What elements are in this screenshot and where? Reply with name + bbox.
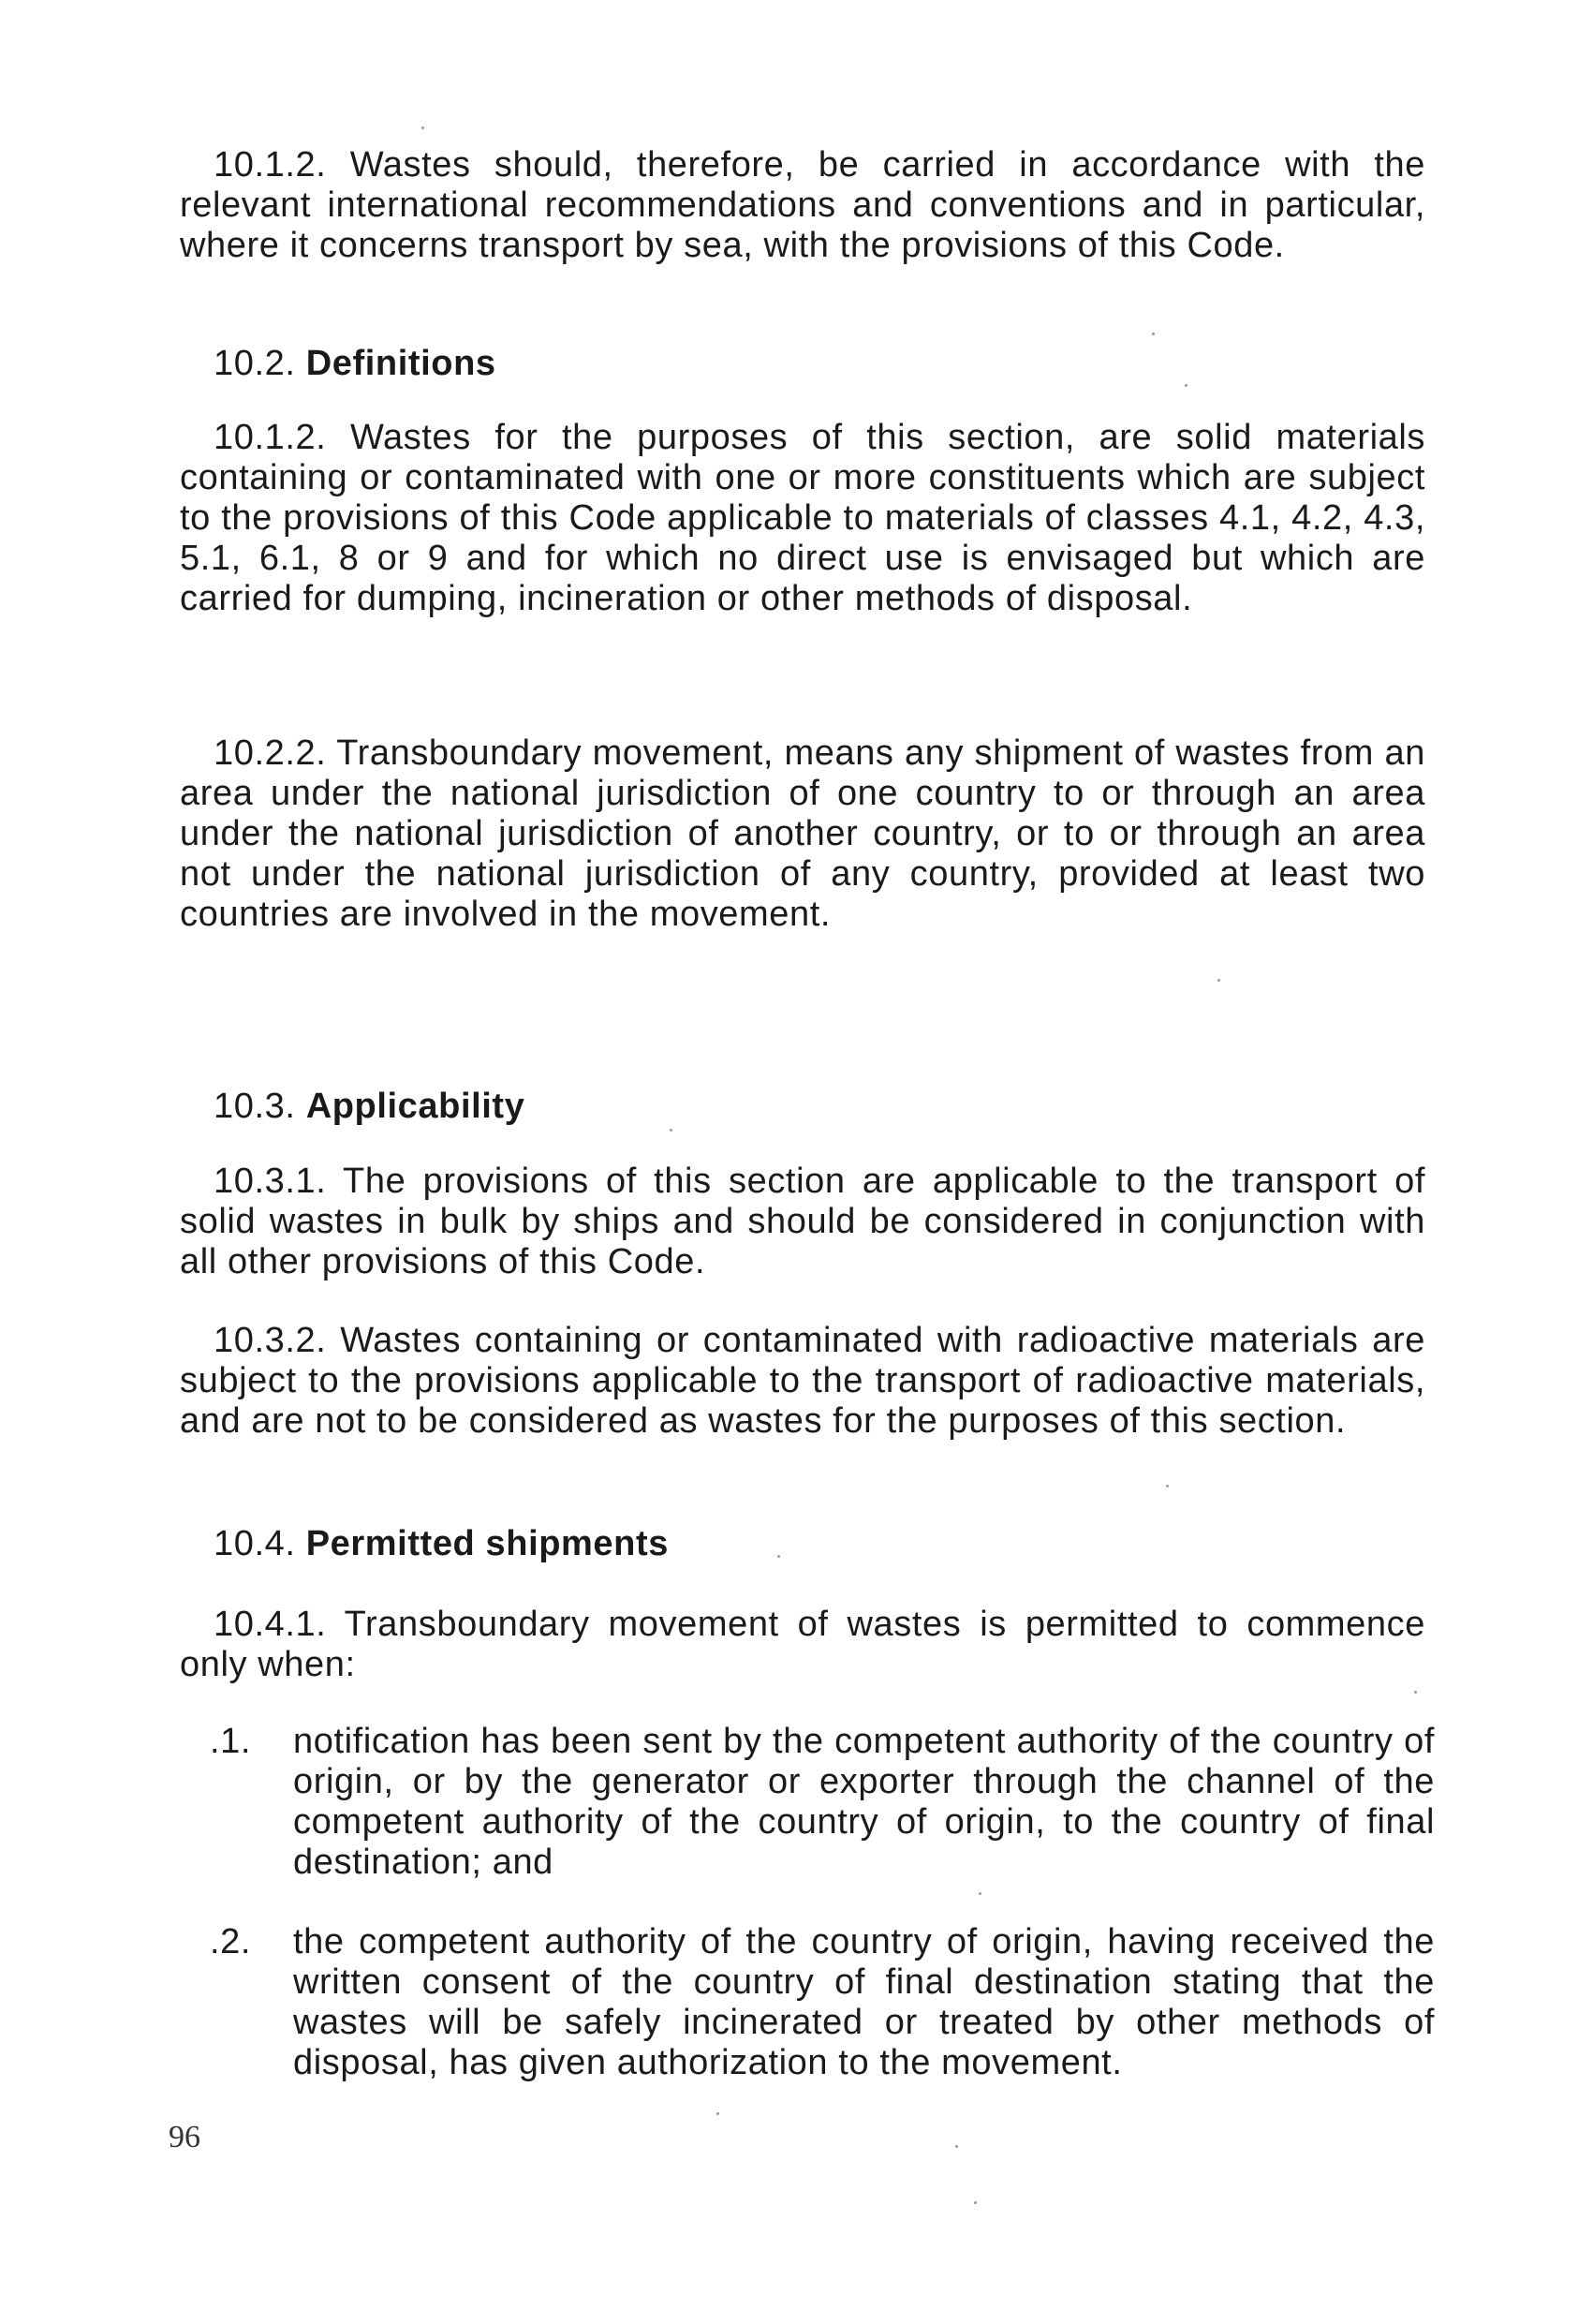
paragraph-text: Transboundary movement, means any shipment of wastes from an area under the national jurisdiction of one country to or through an area under the national jurisdiction of another country, or to or through an area not under the national jurisdiction of any country, provided at least two countries are involved in the movement. bbox=[180, 733, 1425, 934]
heading-title: Definitions bbox=[305, 344, 496, 383]
section-heading-permitted-shipments bbox=[214, 1524, 669, 1564]
paragraph-number: 10.3.2. bbox=[214, 1321, 327, 1360]
section-heading-applicability bbox=[214, 1087, 524, 1127]
heading-number: 10.3. bbox=[214, 1087, 296, 1126]
paragraph-text: Wastes for the purposes of this section, are solid materials containing or contaminated with one or more constituents which are subject to the provisions of this Code applicable to materials of classes 4.1, 4.2, 4.3, 5.1, 6.1, 8 or 9 and for which no direct use is envisaged but which are carried for dumping, incineration or other methods of disposal. bbox=[180, 418, 1425, 618]
paragraph-text: Wastes containing or contaminated with radioactive materials are subject to the provisions applicable to the transport of radioactive materials, and are not to be considered as wastes for the purposes of this section. bbox=[180, 1321, 1425, 1441]
scan-speck bbox=[670, 1129, 672, 1132]
scan-speck bbox=[1152, 333, 1155, 335]
paragraph-transboundary-movement bbox=[180, 733, 1425, 935]
paragraph-number: 10.4.1. bbox=[214, 1605, 327, 1644]
paragraph-10-3-1 bbox=[180, 1162, 1425, 1282]
paragraph-10-4-1 bbox=[180, 1605, 1425, 1685]
section-heading-definitions bbox=[214, 344, 496, 384]
scan-speck bbox=[1217, 979, 1220, 982]
paragraph-10-3-2 bbox=[180, 1321, 1425, 1442]
paragraph-number: 10.2.2. bbox=[214, 733, 327, 773]
paragraph-wastes-definition bbox=[180, 418, 1425, 619]
paragraph-text: Transboundary movement of wastes is permitted to commence only when: bbox=[180, 1605, 1425, 1684]
scan-speck bbox=[1185, 384, 1187, 387]
scan-speck bbox=[979, 1892, 981, 1895]
scan-speck bbox=[1166, 1485, 1169, 1488]
heading-number: 10.2. bbox=[214, 344, 296, 383]
heading-title: Applicability bbox=[305, 1087, 525, 1126]
list-marker: .1. bbox=[210, 1722, 252, 1761]
heading-number: 10.4. bbox=[214, 1524, 296, 1563]
paragraph-10-1-2-carriage bbox=[180, 145, 1425, 266]
paragraph-number: 10.1.2. bbox=[214, 418, 327, 457]
heading-title: Permitted shipments bbox=[305, 1524, 669, 1563]
scan-speck bbox=[1414, 1691, 1417, 1694]
scan-speck bbox=[716, 2112, 719, 2115]
list-marker: .2. bbox=[210, 1922, 252, 1961]
scan-speck bbox=[777, 1555, 780, 1558]
list-item-text: the competent authority of the country of origin, having received the written consent of the country of final destination stating that the wastes will be safely incinerated or treated by other methods of disposal, has given authorization to the movement. bbox=[293, 1922, 1435, 2082]
paragraph-number: 10.3.1. bbox=[214, 1162, 327, 1201]
list-item-text: notification has been sent by the competent authority of the country of origin, or by the generator or exporter through the channel of the competent authority of the country of origin, to the country of final destination; and bbox=[293, 1722, 1435, 1882]
scan-speck bbox=[955, 2145, 958, 2148]
paragraph-text: The provisions of this section are applicable to the transport of solid wastes in bulk by ships and should be considered in conjunction with all other provisions of this Code. bbox=[180, 1162, 1425, 1281]
page-number: 96 bbox=[169, 2120, 200, 2154]
scan-speck bbox=[421, 126, 424, 129]
paragraph-text: Wastes should, therefore, be carried in accordance with the relevant international recommendations and conventions and in particular, where it concerns transport by sea, with the provisions of this Code. bbox=[180, 145, 1425, 265]
scan-speck bbox=[974, 2201, 977, 2204]
paragraph-number: 10.1.2. bbox=[214, 145, 327, 185]
